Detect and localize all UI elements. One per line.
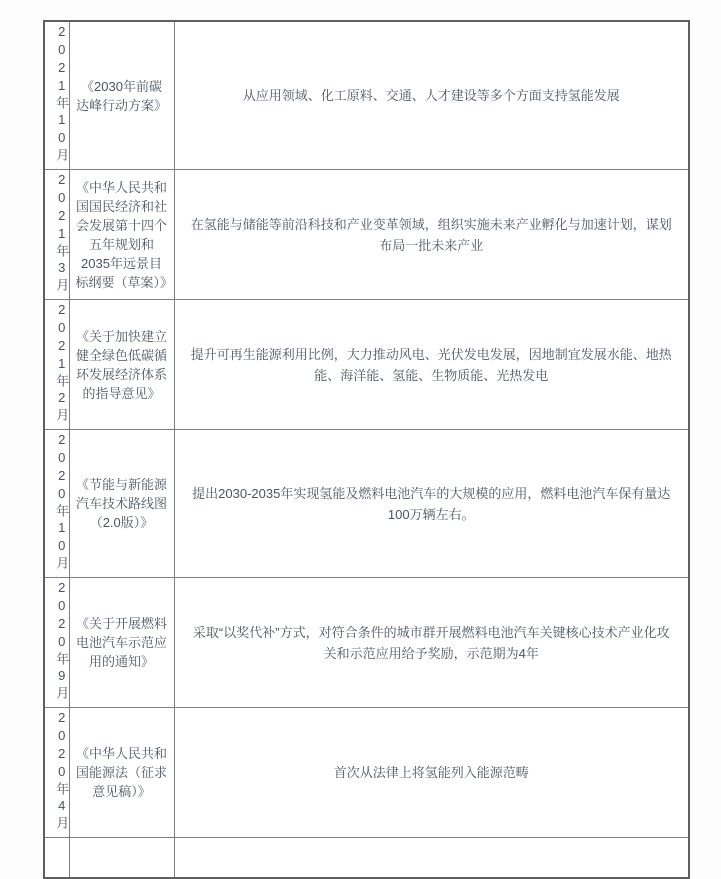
cell-description bbox=[174, 838, 689, 878]
cell-description: 提升可再生能源利用比例，大力推动风电、光伏发电发展，因地制宜发展水能、地热能、海洋能、氢能、生物质能、光热发电 bbox=[174, 300, 689, 430]
table-row bbox=[44, 300, 689, 430]
date-text: 2021年3月 bbox=[54, 172, 70, 294]
cell-date bbox=[44, 838, 69, 878]
cell-policy-title bbox=[69, 838, 174, 878]
table-row bbox=[44, 578, 689, 708]
policy-table bbox=[43, 20, 690, 879]
date-text: 2020年10月 bbox=[54, 432, 70, 572]
date-text: 2021年2月 bbox=[54, 302, 70, 424]
cell-date bbox=[44, 578, 69, 708]
cell-description: 首次从法律上将氢能列入能源范畴 bbox=[174, 708, 689, 838]
cell-policy-title: 《2030年前碳达峰行动方案》 bbox=[69, 21, 174, 170]
cell-date bbox=[44, 708, 69, 838]
cell-description: 采取“以奖代补”方式，对符合条件的城市群开展燃料电池汽车关键核心技术产业化攻关和示范应用给予奖励，示范期为4年 bbox=[174, 578, 689, 708]
cell-date bbox=[44, 170, 69, 300]
cell-description: 从应用领域、化工原料、交通、人才建设等多个方面支持氢能发展 bbox=[174, 21, 689, 170]
cell-description: 提出2030-2035年实现氢能及燃料电池汽车的大规模的应用，燃料电池汽车保有量达100万辆左右。 bbox=[174, 430, 689, 578]
table-row bbox=[44, 170, 689, 300]
table-row bbox=[44, 21, 689, 170]
table-row bbox=[44, 430, 689, 578]
cell-description: 在氢能与储能等前沿科技和产业变革领域，组织实施未来产业孵化与加速计划，谋划布局一批未来产业 bbox=[174, 170, 689, 300]
date-text: 2020年9月 bbox=[54, 580, 70, 702]
cell-date bbox=[44, 21, 69, 170]
table-row-partial bbox=[44, 838, 689, 878]
cell-date bbox=[44, 430, 69, 578]
cell-policy-title: 《关于开展燃料电池汽车示范应用的通知》 bbox=[69, 578, 174, 708]
cell-date bbox=[44, 300, 69, 430]
cell-policy-title: 《节能与新能源汽车技术路线图（2.0版）》 bbox=[69, 430, 174, 578]
table-row bbox=[44, 708, 689, 838]
cell-policy-title: 《中华人民共和国能源法（征求意见稿）》 bbox=[69, 708, 174, 838]
cell-policy-title: 《中华人民共和国国民经济和社会发展第十四个五年规划和2035年远景目标纲要（草案）》 bbox=[69, 170, 174, 300]
cell-policy-title: 《关于加快建立健全绿色低碳循环发展经济体系的指导意见》 bbox=[69, 300, 174, 430]
date-text: 2020年4月 bbox=[54, 710, 70, 832]
date-text: 2021年10月 bbox=[54, 24, 70, 164]
